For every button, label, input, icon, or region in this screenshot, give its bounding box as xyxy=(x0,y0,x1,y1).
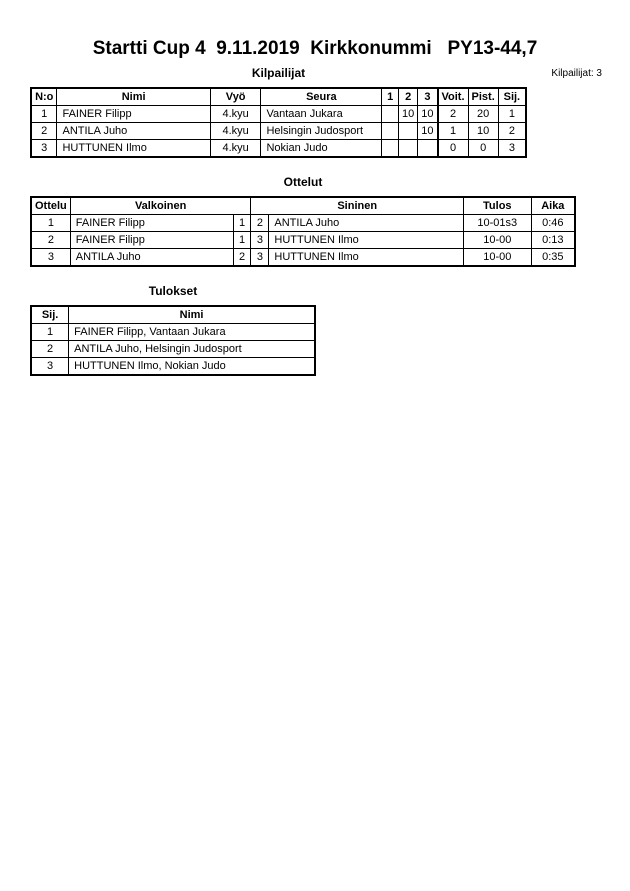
table-cell: 4.kyu xyxy=(210,140,261,158)
table-cell: Helsingin Judosport xyxy=(261,123,382,140)
column-header: Tulos xyxy=(463,197,531,215)
column-header: Seura xyxy=(261,88,382,106)
table-cell: 0 xyxy=(438,140,469,158)
table-cell: 10 xyxy=(418,123,438,140)
competitors-heading: Kilpailijat xyxy=(251,66,306,80)
table-cell: 0 xyxy=(468,140,498,158)
table-cell: 2 xyxy=(498,123,526,140)
table-cell: 3 xyxy=(31,140,57,158)
table-cell: 0:13 xyxy=(531,232,575,249)
table-cell: 2 xyxy=(233,249,251,267)
page-title: Startti Cup 4 9.11.2019 Kirkkonummi PY13-44,7 xyxy=(92,38,538,59)
table-cell: 20 xyxy=(468,106,498,123)
competitors-count-label: Kilpailijat: 3 xyxy=(551,68,602,79)
column-header: Nimi xyxy=(57,88,210,106)
table-cell: 10 xyxy=(468,123,498,140)
table-cell: 3 xyxy=(251,232,269,249)
table-cell: 4.kyu xyxy=(210,123,261,140)
column-header: Voit. xyxy=(438,88,469,106)
table-cell xyxy=(382,106,399,123)
table-cell: ANTILA Juho xyxy=(57,123,210,140)
table-cell: ANTILA Juho xyxy=(70,249,233,267)
results-section xyxy=(30,284,316,376)
table-row xyxy=(31,215,575,232)
table-cell: 1 xyxy=(233,215,251,232)
competitors-section xyxy=(30,66,527,158)
column-header: 2 xyxy=(399,88,418,106)
table-row xyxy=(31,106,526,123)
table-cell: 10-01s3 xyxy=(463,215,531,232)
table-cell: FAINER Filipp, Vantaan Jukara xyxy=(69,324,315,341)
table-cell: 1 xyxy=(498,106,526,123)
table-cell: 10-00 xyxy=(463,249,531,267)
table-row xyxy=(31,232,575,249)
column-header: Pist. xyxy=(468,88,498,106)
table-cell: ANTILA Juho xyxy=(269,215,464,232)
matches-table xyxy=(30,196,576,267)
table-cell: 3 xyxy=(31,249,70,267)
column-header: Nimi xyxy=(69,306,315,324)
table-cell: 3 xyxy=(31,358,69,376)
table-cell: 1 xyxy=(233,232,251,249)
header-row xyxy=(31,306,315,324)
table-cell: ANTILA Juho, Helsingin Judosport xyxy=(69,341,315,358)
table-row xyxy=(31,324,315,341)
table-cell xyxy=(399,123,418,140)
column-header: Sij. xyxy=(498,88,526,106)
table-cell: HUTTUNEN Ilmo xyxy=(57,140,210,158)
table-cell: 3 xyxy=(498,140,526,158)
table-cell: 0:35 xyxy=(531,249,575,267)
table-cell: HUTTUNEN Ilmo, Nokian Judo xyxy=(69,358,315,376)
table-cell: 2 xyxy=(31,232,70,249)
column-header: Sij. xyxy=(31,306,69,324)
table-cell: 2 xyxy=(31,341,69,358)
table-row xyxy=(31,341,315,358)
table-cell: HUTTUNEN Ilmo xyxy=(269,249,464,267)
table-cell: 1 xyxy=(31,106,57,123)
table-cell: 3 xyxy=(251,249,269,267)
results-heading: Tulokset xyxy=(148,284,198,298)
table-cell: 1 xyxy=(31,324,69,341)
table-cell: 10 xyxy=(418,106,438,123)
table-cell: Vantaan Jukara xyxy=(261,106,382,123)
column-header: 3 xyxy=(418,88,438,106)
header-row xyxy=(31,197,575,215)
table-cell xyxy=(399,140,418,158)
column-header: 1 xyxy=(382,88,399,106)
competitors-table xyxy=(30,87,527,158)
table-cell xyxy=(382,140,399,158)
column-header: N:o xyxy=(31,88,57,106)
table-cell: 10-00 xyxy=(463,232,531,249)
table-cell xyxy=(418,140,438,158)
table-row xyxy=(31,249,575,267)
table-row xyxy=(31,140,526,158)
table-cell: FAINER Filipp xyxy=(70,215,233,232)
table-row xyxy=(31,123,526,140)
table-cell: FAINER Filipp xyxy=(70,232,233,249)
table-cell: FAINER Filipp xyxy=(57,106,210,123)
column-header: Vyö xyxy=(210,88,261,106)
table-cell: 10 xyxy=(399,106,418,123)
table-cell xyxy=(382,123,399,140)
column-header: Valkoinen xyxy=(70,197,251,215)
results-table xyxy=(30,305,316,376)
table-cell: 2 xyxy=(438,106,469,123)
table-cell: 2 xyxy=(251,215,269,232)
table-row xyxy=(31,358,315,376)
column-header: Sininen xyxy=(251,197,463,215)
table-cell: 1 xyxy=(438,123,469,140)
table-cell: HUTTUNEN Ilmo xyxy=(269,232,464,249)
table-cell: 4.kyu xyxy=(210,106,261,123)
table-cell: 2 xyxy=(31,123,57,140)
matches-section xyxy=(30,175,576,267)
table-cell: 1 xyxy=(31,215,70,232)
column-header: Aika xyxy=(531,197,575,215)
table-cell: 0:46 xyxy=(531,215,575,232)
table-cell: Nokian Judo xyxy=(261,140,382,158)
column-header: Ottelu xyxy=(31,197,70,215)
matches-heading: Ottelut xyxy=(283,175,323,189)
header-row xyxy=(31,88,526,106)
